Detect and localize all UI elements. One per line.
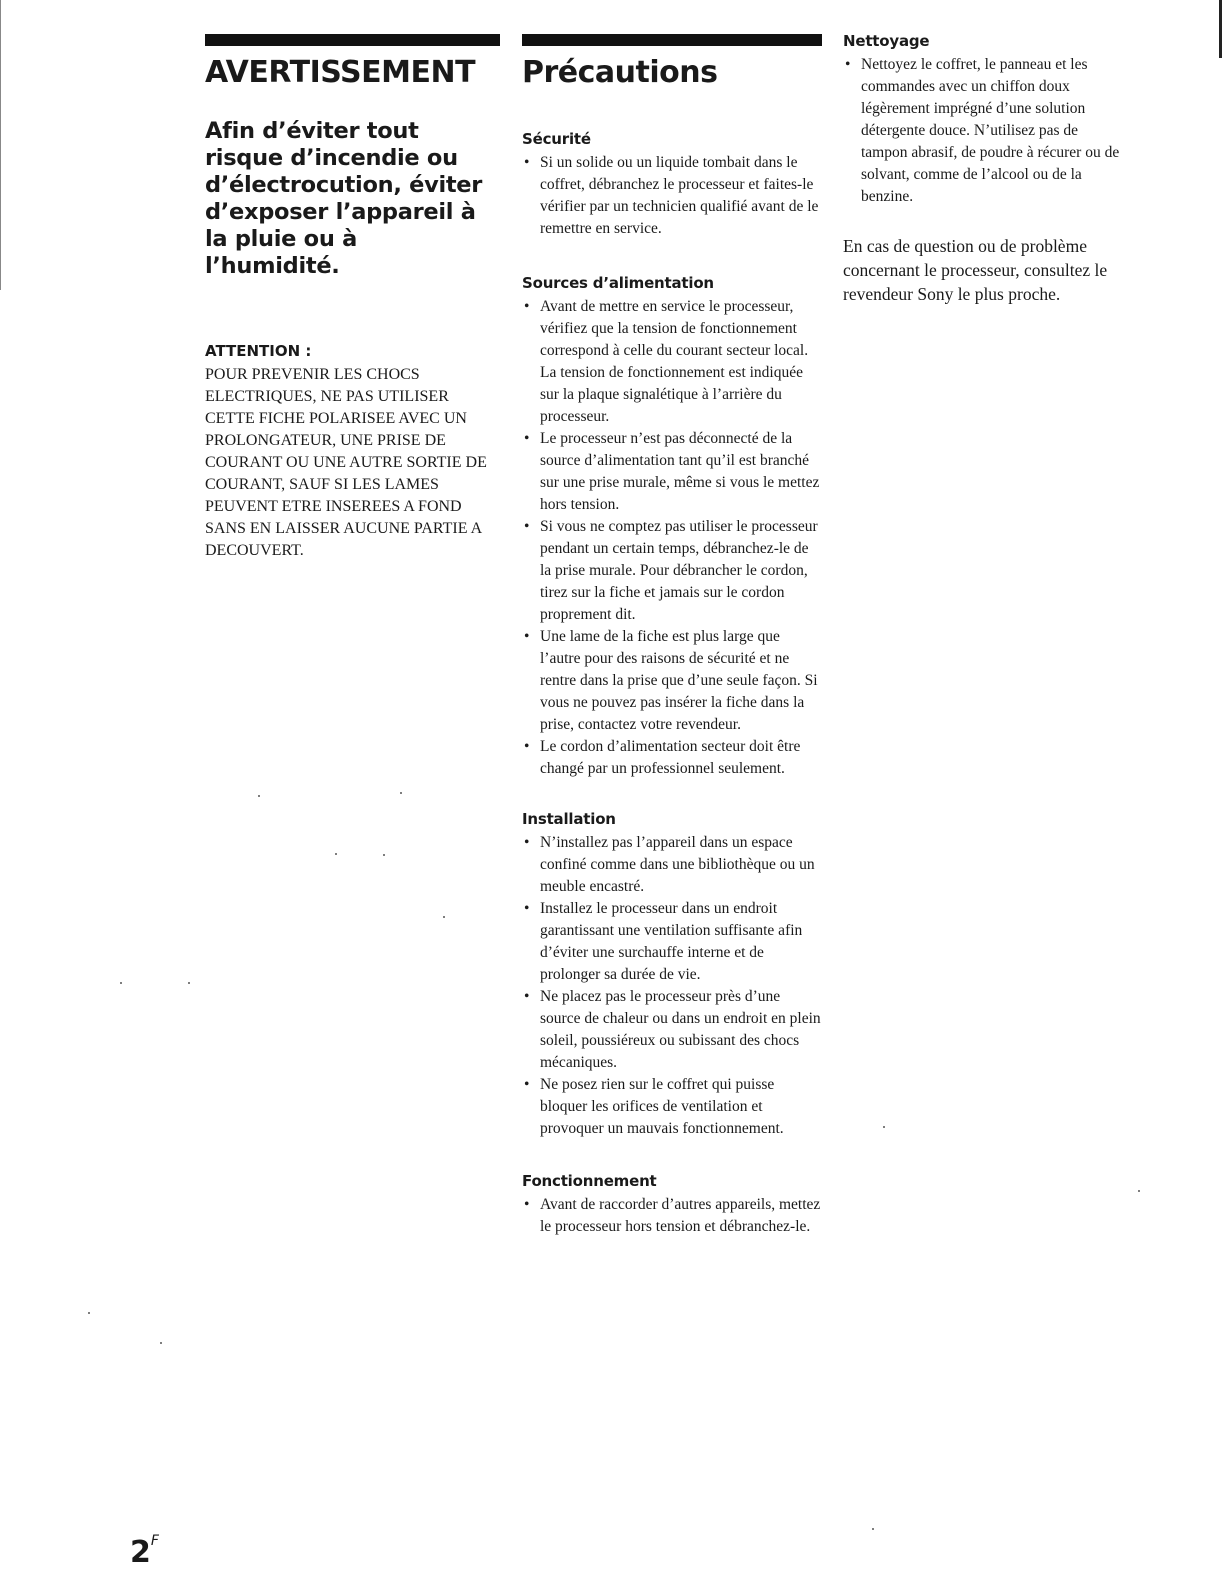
- right-column: [843, 32, 1128, 306]
- warning-text: Afin d’éviter tout risque d’incendie ou d’électrocution, éviter d’exposer l’appareil à la pluie ou à l’humidité.: [205, 118, 483, 279]
- section-securite: [522, 130, 822, 240]
- left-column: [205, 34, 500, 562]
- list-item: • Si vous ne comptez pas utiliser le processeur pendant un certain temps, débranchez-le de la prise murale. Pour débrancher le cordon, tirez sur la fiche et jamais sur le cordon proprement dit.: [522, 516, 822, 626]
- scan-speck: [188, 982, 190, 984]
- bullet-list: [522, 152, 822, 240]
- bullet-list: [843, 54, 1128, 208]
- attention-block: [205, 342, 500, 562]
- scan-speck: [335, 853, 337, 855]
- scan-speck: [1138, 1190, 1140, 1192]
- bullet-list: [522, 1194, 822, 1238]
- page-number-value: 2: [130, 1535, 151, 1570]
- closing-paragraph: En cas de question ou de problème concernant le processeur, consultez le revendeur Sony le plus proche.: [843, 236, 1108, 304]
- bullet-list: [522, 296, 822, 780]
- scan-edge-right: [1219, 0, 1222, 58]
- list-item: • Nettoyez le coffret, le panneau et les commandes avec un chiffon doux légèrement imprégné d’une solution détergente douce. N’utilisez pas de tampon abrasif, de poudre à récurer ou de solvant, comme de l’alcool ou de la benzine.: [843, 54, 1128, 208]
- nettoyage-heading: Nettoyage: [843, 32, 930, 50]
- list-item: • Une lame de la fiche est plus large que l’autre pour des raisons de sécurité et ne rentre dans la prise que d’une seule façon. Si vous ne pouvez pas insérer la fiche dans la prise, contactez votre revendeur.: [522, 626, 822, 736]
- scan-speck: [160, 1342, 162, 1344]
- attention-title: ATTENTION :: [205, 342, 312, 360]
- list-item: • N’installez pas l’appareil dans un espace confiné comme dans une bibliothèque ou un meuble encastré.: [522, 832, 822, 898]
- list-item: • Le cordon d’alimentation secteur doit être changé par un professionnel seulement.: [522, 736, 822, 780]
- section-installation: [522, 810, 822, 1140]
- section-heading: Installation: [522, 810, 616, 828]
- list-item: • Si un solide ou un liquide tombait dans le coffret, débranchez le processeur et faites-le vérifier par un technicien qualifié avant de le remettre en service.: [522, 152, 822, 240]
- title-rule: [205, 34, 500, 46]
- precautions-title: Précautions: [522, 55, 718, 90]
- scan-speck: [883, 1126, 885, 1128]
- scan-speck: [872, 1528, 874, 1530]
- list-item: • Le processeur n’est pas déconnecté de la source d’alimentation tant qu’il est branché sur une prise murale, même si vous le mettez hors tension.: [522, 428, 822, 516]
- section-sources: [522, 274, 822, 780]
- list-item: • Avant de raccorder d’autres appareils, mettez le processeur hors tension et débranchez-le.: [522, 1194, 822, 1238]
- list-item: • Ne placez pas le processeur près d’une source de chaleur ou dans un endroit en plein soleil, poussiéreux ou subissant des chocs mécaniques.: [522, 986, 822, 1074]
- scan-speck: [120, 982, 122, 984]
- page-number-suffix: F: [150, 1533, 159, 1549]
- scan-speck: [88, 1312, 90, 1314]
- bullet-list: [522, 832, 822, 1140]
- section-heading: Fonctionnement: [522, 1172, 657, 1190]
- avertissement-title: AVERTISSEMENT: [205, 55, 476, 90]
- scan-speck: [258, 795, 260, 797]
- middle-column: [522, 34, 822, 1238]
- scan-speck: [400, 792, 402, 794]
- section-heading: Sécurité: [522, 130, 591, 148]
- list-item: • Ne posez rien sur le coffret qui puisse bloquer les orifices de ventilation et provoquer un mauvais fonctionnement.: [522, 1074, 822, 1140]
- page-number: [130, 1535, 159, 1570]
- list-item: • Avant de mettre en service le processeur, vérifiez que la tension de fonctionnement correspond à celle du courant secteur local. La tension de fonctionnement est indiquée sur la plaque signalétique à l’arrière du processeur.: [522, 296, 822, 428]
- list-item: • Installez le processeur dans un endroit garantissant une ventilation suffisante afin d’éviter une surchauffe interne et de prolonger sa durée de vie.: [522, 898, 822, 986]
- scan-edge-left: [0, 0, 1, 290]
- attention-body: POUR PREVENIR LES CHOCS ELECTRIQUES, NE PAS UTILISER CETTE FICHE POLARISEE AVEC UN PROLONGATEUR, UNE PRISE DE COURANT OU UNE AUTRE SORTIE DE COURANT, SAUF SI LES LAMES PEUVENT ETRE INSEREES A FOND SANS EN LAISSER AUCUNE PARTIE A DECOUVERT.: [205, 366, 487, 559]
- scan-speck: [383, 854, 385, 856]
- title-rule: [522, 34, 822, 46]
- section-fonctionnement: [522, 1172, 822, 1238]
- scan-speck: [443, 916, 445, 918]
- section-heading: Sources d’alimentation: [522, 274, 714, 292]
